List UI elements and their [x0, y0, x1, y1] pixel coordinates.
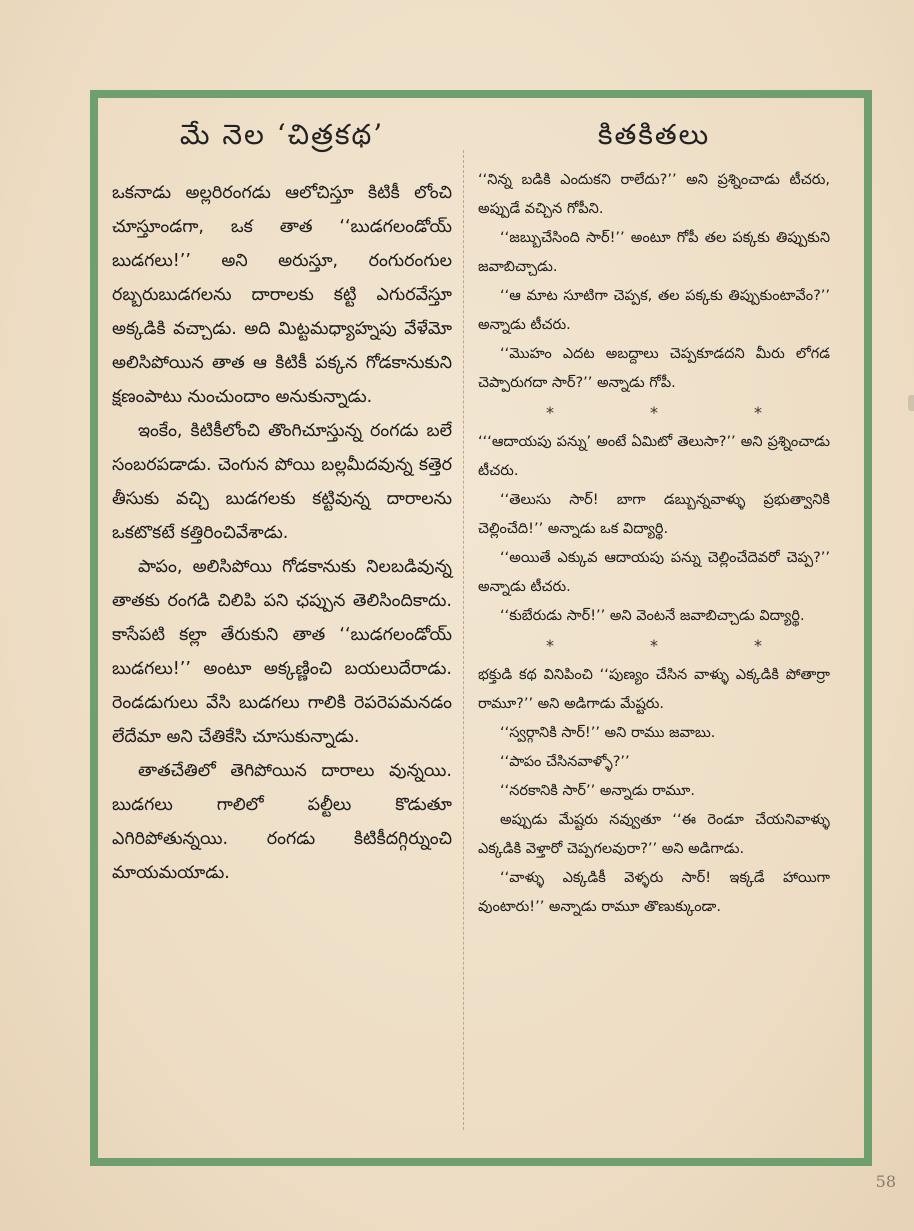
joke3-line-6: ‘‘వాళ్ళు ఎక్కడికీ వెళ్ళరు సార్! ఇక్కడే హాయిగా వుంటారు!’’ అన్నాడు రామూ తొణుక్కుండా. [478, 870, 830, 915]
chitrakatha-column [112, 118, 452, 890]
story-paragraph-2: ఇంకేం, కిటికీలోంచి తొంగిచూస్తున్న రంగడు బలే సంబరపడాడు. చెంగున పోయి బల్లమీదవున్న కత్తెర తీసుకు వచ్చి బుడగలకు కట్టివున్న దారాలను ఒకటొకటే కత్తిరించివేశాడు. [112, 421, 452, 543]
page-number: 58 [875, 1172, 896, 1191]
joke3-line-1: భక్తుడి కథ వినిపించి ‘‘పుణ్యం చేసిన వాళ్ళు ఎక్కడికి పోతార్రా రామూ?’’ అని అడిగాడు మేష్టరు. [478, 667, 830, 712]
column-divider [463, 150, 464, 1130]
joke3-line-2: ‘‘స్వర్గానికి సార్!’’ అని రాము జవాబు. [500, 725, 716, 741]
separator-star: * [546, 403, 554, 422]
separator-star: * [754, 403, 762, 422]
joke3-line-3: ‘‘పాపం చేసినవాళ్ళో?’’ [500, 754, 630, 770]
chitrakatha-title: మే నెల ‘చిత్రకథ’ [179, 118, 385, 151]
separator-star: * [546, 636, 554, 655]
story-paragraph-4: తాతచేతిలో తెగిపోయిన దారాలు వున్నయి. బుడగలు గాలిలో పల్టీలు కొడుతూ ఎగిరిపోతున్నయి. రంగడు కిటికీదగ్గిర్నుంచి మాయమయాడు. [112, 761, 452, 883]
joke2-line-4: ‘‘కుబేరుడు సార్!’’ అని వెంటనే జవాబిచ్చాడు విద్యార్థి. [500, 608, 805, 624]
story-paragraph-3: పాపం, అలిసిపోయి గోడకానుకు నిలబడివున్న తాతకు రంగడి చిలిపి పని ఛప్పున తెలిసిందికాదు. కాసేపటి కల్లా తేరుకుని తాత ‘‘బుడగలండోయ్ బుడగలు!’’ అంటూ అక్కణ్ణించి బయలుదేరాడు. రెండడుగులు వేసి బుడగలు గాలికి రెపరెపమనడం లేదేమా అని చేతికేసి చూసుకున్నాడు. [112, 557, 452, 747]
joke1-line-4: ‘‘మొహం ఎదట అబద్దాలు చెప్పకూడదని మీరు లోగడ చెప్పారుగదా సార్?’’ అన్నాడు గోపీ. [478, 346, 830, 391]
separator-star: * [650, 636, 658, 655]
joke3-line-5: అప్పుడు మేష్టరు నవ్వుతూ ‘‘ఈ రెండూ చేయనివాళ్ళు ఎక్కడికి వెళ్తారో చెప్పగలవురా?’’ అని అడిగాడు. [478, 812, 830, 857]
page-edge-mark [908, 395, 914, 411]
separator-stars-2 [478, 631, 830, 661]
joke2-line-1: ‘‘‘ఆదాయపు పన్ను’ అంటే ఏమిటో తెలుసా?’’ అని ప్రశ్నించాడు టీచరు. [478, 434, 830, 479]
joke2-line-3: ‘‘అయితే ఎక్కువ ఆదాయపు పన్ను చెల్లించేదెవరో చెప్ప?’’ అన్నాడు టీచరు. [478, 550, 830, 595]
joke1-line-3: ‘‘ఆ మాట సూటిగా చెప్పక, తల పక్కకు తిప్పుకుంటావేం?’’ అన్నాడు టీచరు. [478, 288, 830, 333]
story-paragraph-1: ఒకనాడు అల్లరిరంగడు ఆలోచిస్తూ కిటికీ లోంచి చూస్తూండగా, ఒక తాత ‘‘బుడగలండోయ్ బుడగలు!’’ అని అరుస్తూ, రంగురంగుల రబ్బరుబుడగలను దారాలకు కట్టి ఎగురవేస్తూ అక్కడికి వచ్చాడు. అది మిట్టమధ్యాహ్నపు వేళేమో అలిసిపోయిన తాత ఆ కిటికీ పక్కన గోడకానుకుని క్షణంపాటు నుంచుందాం అనుకున్నాడు. [112, 183, 452, 407]
separator-star: * [754, 636, 762, 655]
kitakitalu-column [478, 118, 830, 922]
kitakitalu-title: కితకితలు [597, 118, 711, 151]
joke3-line-4: ‘‘నరకానికి సార్’’ అన్నాడు రామూ. [500, 783, 695, 799]
joke1-line-2: ‘‘జబ్బుచేసింది సార్!’’ అంటూ గోపీ తల పక్కకు తిప్పుకుని జవాబిచ్చాడు. [478, 230, 830, 275]
joke2-line-2: ‘‘తెలుసు సార్! బాగా డబ్బున్నవాళ్ళు ప్రభుత్వానికి చెల్లించేది!’’ అన్నాడు ఒక విద్యార్థి. [478, 492, 830, 537]
separator-star: * [650, 403, 658, 422]
separator-stars-1 [478, 398, 830, 428]
joke1-line-1: ‘‘నిన్న బడికి ఎందుకని రాలేదు?’’ అని ప్రశ్నించాడు టీచరు, అప్పుడే వచ్చిన గోపీని. [478, 172, 830, 217]
